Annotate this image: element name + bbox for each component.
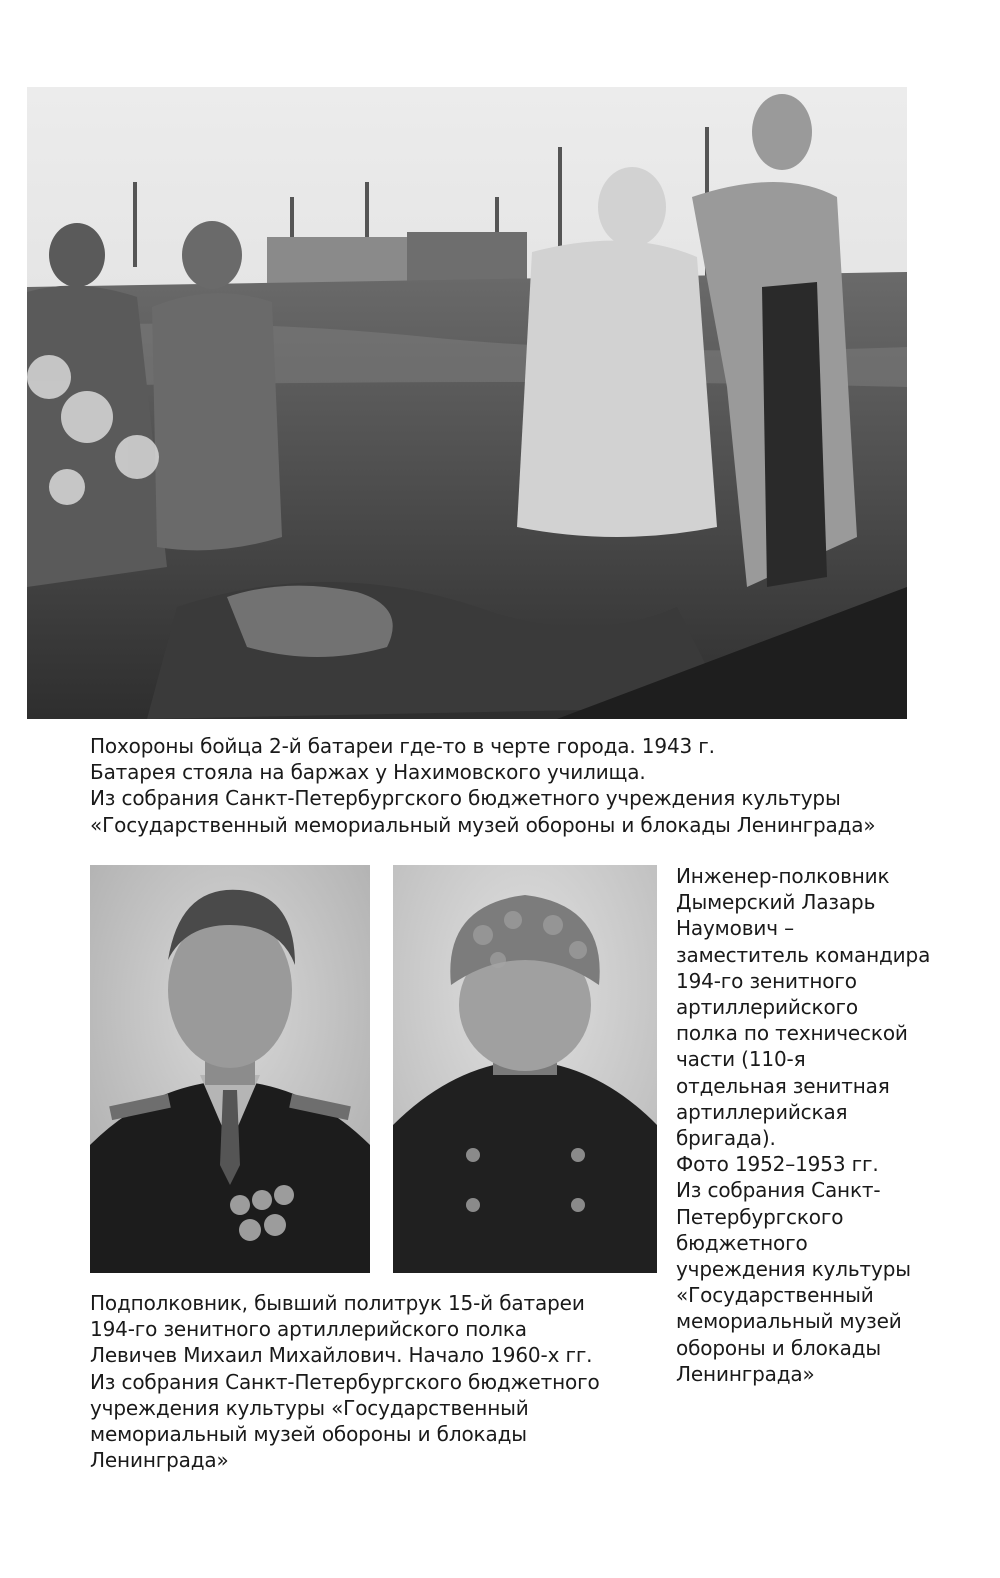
caption-line: «Государственный [676,1283,874,1308]
caption-line: Похороны бойца 2-й батареи где-то в черте города. 1943 г. [90,734,715,758]
caption-line: учреждения культуры «Государственный [90,1395,529,1420]
portrait-dymersky-photo [393,865,657,1273]
caption-line: Наумович – [676,916,794,941]
caption-line: Ленинграда» [90,1448,229,1473]
caption-line: Левичев Михаил Михайлович. Начало 1960-х гг. [90,1343,593,1368]
caption-line: Инженер-полковник [676,864,890,888]
caption-line: бригада). [676,1126,776,1151]
caption-line: мемориальный музей [676,1309,902,1334]
caption-levichev-portrait [90,1290,650,1473]
caption-line: обороны и блокады [676,1335,882,1360]
caption-line: Подполковник, бывший политрук 15-й батареи [90,1291,585,1315]
caption-line: 194-го зенитного артиллерийского полка [90,1317,527,1342]
caption-line: Из собрания Санкт-Петербургского бюджетного [90,1369,600,1394]
caption-line: отдельная зенитная [676,1073,890,1098]
caption-line: заместитель командира [676,942,931,967]
portrait-levichev-photo [90,865,370,1273]
caption-line: Ленинграда» [676,1361,815,1386]
caption-line: артиллерийская [676,1099,848,1124]
caption-line: «Государственный мемориальный музей обороны и блокады Ленинграда» [90,812,876,837]
portrait-levichev-image [90,865,370,1273]
caption-line: артиллерийского [676,995,858,1020]
caption-line: учреждения культуры [676,1257,911,1282]
caption-line: бюджетного [676,1230,808,1255]
caption-dymersky-portrait [676,863,976,1387]
caption-funeral-photo [90,733,920,838]
funeral-photo-image [27,87,907,719]
funeral-photo [27,87,907,719]
caption-line: мемориальный музей обороны и блокады [90,1422,527,1447]
caption-line: Дымерский Лазарь [676,890,876,915]
caption-line: Из собрания Санкт- [676,1178,881,1203]
caption-line: части (110-я [676,1047,806,1072]
caption-line: Из собрания Санкт-Петербургского бюджетного учреждения культуры [90,786,841,811]
portrait-dymersky-image [393,865,657,1273]
caption-line: Батарея стояла на баржах у Нахимовского училища. [90,760,646,785]
caption-line: Фото 1952–1953 гг. [676,1152,879,1177]
caption-line: Петербургского [676,1204,844,1229]
caption-line: полка по технической [676,1021,908,1046]
caption-line: 194-го зенитного [676,968,857,993]
